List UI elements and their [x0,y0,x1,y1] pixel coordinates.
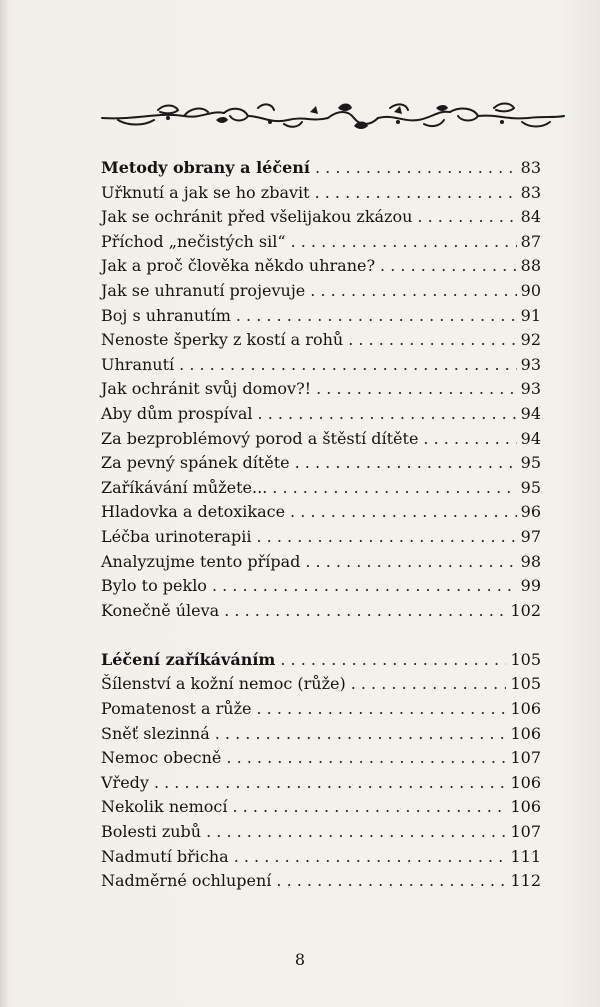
toc-entry [101,746,541,771]
dot-leader [206,820,506,845]
dot-leader [310,279,516,304]
dot-leader [226,746,506,771]
toc-page-number: 91 [520,305,541,325]
toc-page-number: 94 [520,403,541,423]
toc-page-number: 94 [520,428,541,448]
dot-leader [154,771,507,796]
toc-section-heading [101,156,541,181]
toc-entry [101,525,541,550]
toc-page-number: 83 [520,158,541,177]
dot-leader [212,574,517,599]
dot-leader [423,427,516,452]
floral-divider-icon [98,98,568,134]
toc-entry [101,205,541,230]
toc-entry-title: Sněť slezinná [101,723,210,743]
toc-entry-title: Boj s uhranutím [101,305,231,325]
toc-entry [101,672,541,697]
toc-entry [101,427,541,452]
toc-entry-title: Bolesti zubů [101,822,202,842]
dot-leader [236,304,517,329]
dot-leader [234,845,507,870]
toc-entry [101,869,541,894]
dot-leader [315,181,517,206]
toc-page-number: 98 [520,551,541,571]
table-of-contents [101,156,541,894]
toc-entry-title: Pomatenost a růže [101,699,252,719]
toc-section [101,156,541,623]
toc-page-number: 87 [520,231,541,251]
toc-entry-title: Konečně úleva [101,600,220,620]
toc-entry [101,304,541,329]
page-gutter-shadow [0,0,8,1007]
dot-leader [215,722,507,747]
toc-entry [101,500,541,525]
dot-leader [257,525,517,550]
dot-leader [291,230,517,255]
dot-leader [417,205,516,230]
dot-leader [272,476,516,501]
toc-page-number: 95 [520,453,541,473]
toc-page-number: 106 [510,699,541,719]
toc-entry-title: Za pevný spánek dítěte [101,453,290,473]
toc-entry-title: Bylo to peklo [101,576,207,596]
toc-entry [101,181,541,206]
toc-page-number: 96 [520,502,541,522]
toc-entry-title: Nadměrné ochlupení [101,871,272,891]
toc-entry [101,451,541,476]
toc-page-number: 99 [520,576,541,596]
toc-entry-title: Léčba urinoterapii [101,526,252,546]
toc-page-number: 106 [510,772,541,792]
toc-entry [101,402,541,427]
toc-entry-title: Uřknutí a jak se ho zbavit [101,182,310,202]
toc-entry [101,722,541,747]
dot-leader [280,648,506,673]
toc-page-number: 102 [510,600,541,620]
toc-entry-title: Za bezproblémový porod a štěstí dítěte [101,428,419,448]
dot-leader [348,328,516,353]
toc-page-number: 88 [520,256,541,276]
toc-entry-title: Nekolik nemocí [101,797,228,817]
toc-entry [101,574,541,599]
toc-entry [101,550,541,575]
dot-leader [232,795,506,820]
toc-entry [101,845,541,870]
dot-leader [276,869,506,894]
toc-entry [101,328,541,353]
toc-entry [101,795,541,820]
toc-entry [101,254,541,279]
dot-leader [295,451,517,476]
dot-leader [316,377,517,402]
toc-entry-title: Jak se ochránit před všelijakou zkázou [101,207,413,227]
toc-entry-title: Vředy [101,772,149,792]
dot-leader [351,672,507,697]
toc-page-number: 105 [510,674,541,694]
toc-entry-title: Šílenství a kožní nemoc (růže) [101,674,346,694]
dot-leader [179,353,517,378]
toc-page-number: 106 [510,797,541,817]
toc-page-number: 92 [520,330,541,350]
toc-heading-title: Léčení zaříkáváním [101,649,276,669]
dot-leader [305,550,516,575]
toc-page-number: 93 [520,354,541,374]
dot-leader [257,697,507,722]
toc-entry-title: Jak a proč člověka někdo uhrane? [101,256,376,276]
toc-page-number: 97 [520,526,541,546]
toc-page-number: 95 [520,477,541,497]
toc-page-number: 84 [520,207,541,227]
toc-entry [101,353,541,378]
toc-section-heading [101,648,541,673]
toc-entry-title: Nadmutí břicha [101,846,229,866]
toc-entry-title: Nenoste šperky z kostí a rohů [101,330,344,350]
dot-leader [290,500,517,525]
toc-entry-title: Zaříkávání můžete... [101,477,268,497]
toc-page-number: 107 [510,822,541,842]
toc-entry [101,599,541,624]
toc-heading-title: Metody obrany a léčení [101,158,310,177]
dot-leader [315,156,517,181]
toc-entry-title: Nemoc obecně [101,748,222,768]
toc-page-number: 111 [510,846,541,866]
toc-entry [101,771,541,796]
toc-entry [101,279,541,304]
page-number-folio: 8 [294,950,306,969]
toc-entry-title: Uhranutí [101,354,175,374]
dot-leader [380,254,517,279]
dot-leader [258,402,517,427]
toc-entry-title: Hladovka a detoxikace [101,502,286,522]
toc-entry [101,230,541,255]
toc-page-number: 90 [520,280,541,300]
dot-leader [224,599,506,624]
toc-entry [101,377,541,402]
toc-entry-title: Jak ochránit svůj domov?! [101,379,312,399]
toc-entry-title: Aby dům prospíval [101,403,253,423]
toc-section [101,648,541,894]
toc-page-number: 106 [510,723,541,743]
toc-entry [101,476,541,501]
toc-entry-title: Analyzujme tento případ [101,551,301,571]
toc-entry [101,697,541,722]
toc-page-number: 107 [510,748,541,768]
toc-page-number: 83 [520,182,541,202]
toc-page-number: 93 [520,379,541,399]
toc-entry-title: Příchod „nečistých sil“ [101,231,286,251]
toc-page-number: 105 [510,649,541,669]
toc-entry [101,820,541,845]
toc-page-number: 112 [510,871,541,891]
toc-entry-title: Jak se uhranutí projevuje [101,280,306,300]
